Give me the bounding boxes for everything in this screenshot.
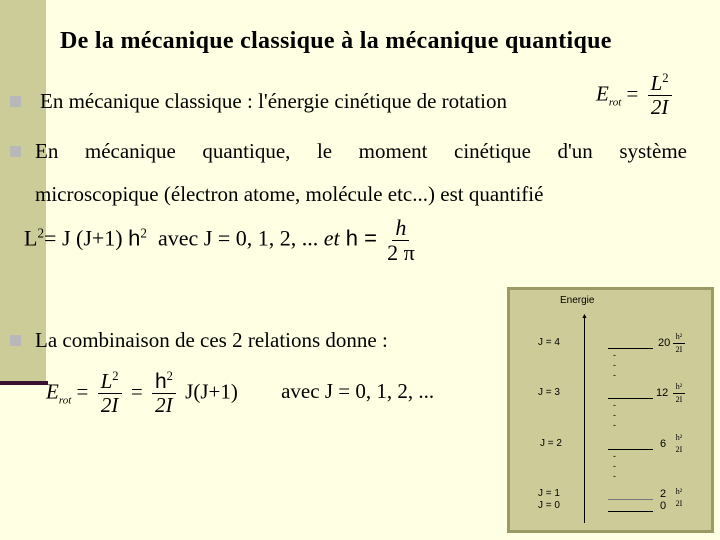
energy-level-line bbox=[608, 449, 653, 450]
level-label: J = 3 bbox=[538, 387, 560, 398]
level-label: J = 1 bbox=[538, 488, 560, 499]
bullet-3: La combinaison de ces 2 relations donne : bbox=[35, 328, 388, 352]
energy-level-line bbox=[608, 398, 653, 399]
bullet-2: En mécanique quantique, le moment cinétique d'un système bbox=[35, 139, 687, 163]
energy-axis-label: Energie bbox=[560, 295, 595, 306]
bullet-1: En mécanique classique : l'énergie cinétique de rotation bbox=[40, 89, 507, 113]
sidebar-divider bbox=[0, 381, 48, 385]
level-unit: h² 2I bbox=[673, 331, 685, 356]
energy-level-line bbox=[608, 348, 653, 349]
energy-level-diagram: Energie ▲ J = 4 20 h² 2I - - - J = 3 12 h² 2I - - - J = 2 6 h² 2I - - - J = 1 2 J = 0 0 h² 2I bbox=[507, 287, 714, 533]
level-label: J = 0 bbox=[538, 500, 560, 511]
level-unit: h² 2I bbox=[673, 381, 685, 406]
level-value: 2 bbox=[660, 488, 667, 500]
bullet-2-continued: microscopique (électron atome, molécule etc...) est quantifié bbox=[35, 182, 544, 206]
slide-title: De la mécanique classique à la mécanique quantique bbox=[60, 28, 612, 54]
level-value: 20 bbox=[658, 337, 671, 349]
bullet-icon bbox=[10, 146, 21, 157]
level-label: J = 2 bbox=[540, 438, 562, 449]
level-value: 6 bbox=[660, 438, 667, 450]
arrow-up-icon: ▲ bbox=[581, 312, 588, 320]
bullet-icon bbox=[10, 96, 21, 107]
energy-level-line bbox=[608, 499, 653, 500]
formula-combined: $E_{rot}$ = $\frac{L^2}{2I}$ = $\frac{h^2}{2I}$ J(J+1) avec J = 0, 1, 2, ... bbox=[46, 369, 435, 418]
level-label: J = 4 bbox=[538, 337, 560, 348]
level-value: 0 bbox=[660, 500, 667, 512]
bullet-icon bbox=[10, 335, 21, 346]
level-unit: h² 2I bbox=[675, 433, 683, 454]
energy-level-line bbox=[608, 511, 653, 512]
level-value: 12 bbox=[656, 387, 669, 399]
formula-quantization: $L^2= J$ (J+1) $h^2$ avec J = 0, 1, 2, ... et h = $\frac{h}{2 \pi}$ bbox=[24, 215, 415, 266]
formula-erot-classic: $E_{rot}$ = $\frac{L^2}{2I}$ bbox=[596, 72, 676, 119]
energy-axis bbox=[584, 315, 585, 523]
level-unit: h² 2I bbox=[675, 487, 683, 508]
